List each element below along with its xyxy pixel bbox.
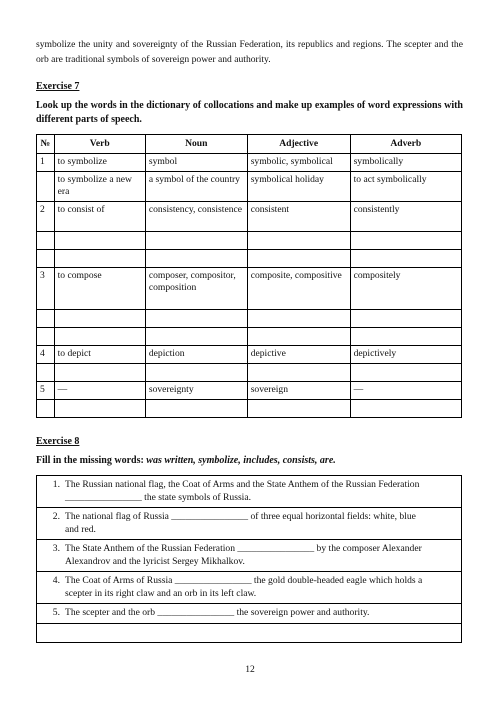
cell-adjective xyxy=(247,364,350,382)
cell-number xyxy=(37,172,55,202)
cell-verb: — xyxy=(54,382,145,400)
page-number: 12 xyxy=(245,664,255,675)
word-forms-table xyxy=(36,134,462,418)
cell-verb: to compose xyxy=(54,268,145,310)
cell-number: 3 xyxy=(37,268,55,310)
cell-adverb xyxy=(350,232,461,250)
sentence-cell xyxy=(37,540,462,572)
cell-number xyxy=(37,364,55,382)
cell-adverb xyxy=(350,400,461,418)
table-row xyxy=(37,328,462,346)
cell-noun xyxy=(145,310,247,328)
table-row xyxy=(37,250,462,268)
table-row xyxy=(37,310,462,328)
table-row xyxy=(37,172,462,202)
cell-adverb xyxy=(350,364,461,382)
intro-paragraph: symbolize the unity and sovereignty of the Russian Federation, its republics and regions. The scepter and the orb are traditional symbols of sovereign power and authority. xyxy=(36,39,463,65)
table-header-row xyxy=(37,135,462,154)
cell-noun xyxy=(145,364,247,382)
header-adverb: Adverb xyxy=(350,135,461,154)
cell-noun: symbol xyxy=(145,154,247,172)
sentence-text: The Russian national flag, the Coat of Arms and the State Anthem of the Russian Federation ________________ the state symbols of Russia. xyxy=(65,479,420,503)
list-item xyxy=(37,623,462,643)
cell-verb xyxy=(54,328,145,346)
cell-verb xyxy=(54,232,145,250)
table-row xyxy=(37,400,462,418)
sentence-text: The Coat of Arms of Russia ________________ the gold double-headed eagle which holds a scepter in its right claw and an orb in its left claw. xyxy=(65,575,423,599)
header-verb: Verb xyxy=(54,135,145,154)
sentence-text: The State Anthem of the Russian Federation ________________ by the composer Alexander Alexandrov and the lyricist Sergey Mikhalkov. xyxy=(65,543,422,567)
table-row xyxy=(37,268,462,310)
table-row xyxy=(37,232,462,250)
cell-adjective: composite, compositive xyxy=(247,268,350,310)
list-item xyxy=(37,476,462,508)
cell-adverb: compositely xyxy=(350,268,461,310)
sentence-cell xyxy=(37,604,462,624)
page-content xyxy=(36,38,463,643)
header-number: № xyxy=(37,135,55,154)
cell-verb: to consist of xyxy=(54,202,145,232)
cell-noun xyxy=(145,250,247,268)
table-row xyxy=(37,382,462,400)
cell-noun: depiction xyxy=(145,346,247,364)
cell-number xyxy=(37,250,55,268)
cell-adverb: consistently xyxy=(350,202,461,232)
cell-noun: a symbol of the country xyxy=(145,172,247,202)
sentence-cell xyxy=(37,572,462,604)
item-number: 4. xyxy=(52,575,60,586)
table-row xyxy=(37,154,462,172)
cell-verb xyxy=(54,310,145,328)
header-adjective: Adjective xyxy=(247,135,350,154)
cell-verb: to depict xyxy=(54,346,145,364)
cell-adjective xyxy=(247,400,350,418)
cell-adjective: symbolic, symbolical xyxy=(247,154,350,172)
instruction-word-list: was written, symbolize, includes, consists, are. xyxy=(146,455,336,466)
cell-verb: to symbolize xyxy=(54,154,145,172)
cell-adverb: to act symbolically xyxy=(350,172,461,202)
cell-verb: to symbolize a new era xyxy=(54,172,145,202)
exercise-8-instruction xyxy=(36,454,463,468)
cell-adjective: symbolical holiday xyxy=(247,172,350,202)
cell-noun xyxy=(145,232,247,250)
item-number: 1. xyxy=(52,479,60,490)
cell-adjective: depictive xyxy=(247,346,350,364)
cell-noun: consistency, consistence xyxy=(145,202,247,232)
table-row xyxy=(37,346,462,364)
cell-noun: sovereignty xyxy=(145,382,247,400)
list-item xyxy=(37,572,462,604)
cell-noun: composer, compositor, composition xyxy=(145,268,247,310)
exercise-7-instruction: Look up the words in the dictionary of collocations and make up examples of word expressions with different parts of speech. xyxy=(36,100,463,125)
cell-verb xyxy=(54,400,145,418)
fill-in-table xyxy=(36,475,462,643)
cell-adjective xyxy=(247,310,350,328)
list-item xyxy=(37,540,462,572)
cell-adverb: — xyxy=(350,382,461,400)
exercise-8-title: Exercise 8 xyxy=(36,436,80,447)
cell-adverb: depictively xyxy=(350,346,461,364)
cell-adverb xyxy=(350,328,461,346)
cell-number: 5 xyxy=(37,382,55,400)
sentence-text: The scepter and the orb ________________ the sovereign power and authority. xyxy=(65,607,370,618)
cell-verb xyxy=(54,364,145,382)
cell-number: 2 xyxy=(37,202,55,232)
sentence-text: The national flag of Russia ________________ of three equal horizontal fields: white, blue and red. xyxy=(65,511,416,535)
cell-number xyxy=(37,232,55,250)
cell-adverb xyxy=(350,310,461,328)
cell-adjective xyxy=(247,250,350,268)
cell-noun xyxy=(145,328,247,346)
sentence-cell xyxy=(37,623,462,643)
cell-noun xyxy=(145,400,247,418)
cell-adjective: consistent xyxy=(247,202,350,232)
cell-number xyxy=(37,328,55,346)
item-number: 3. xyxy=(52,543,60,554)
instruction-prefix: Fill in the missing words: xyxy=(36,455,147,466)
cell-adjective xyxy=(247,328,350,346)
list-item xyxy=(37,604,462,624)
item-number: 5. xyxy=(52,607,60,618)
cell-number: 1 xyxy=(37,154,55,172)
cell-adjective xyxy=(247,232,350,250)
cell-verb xyxy=(54,250,145,268)
sentence-cell xyxy=(37,476,462,508)
item-number: 2. xyxy=(52,511,60,522)
cell-number xyxy=(37,400,55,418)
sentence-cell xyxy=(37,508,462,540)
header-noun: Noun xyxy=(145,135,247,154)
cell-adverb: symbolically xyxy=(350,154,461,172)
table-row xyxy=(37,364,462,382)
cell-adjective: sovereign xyxy=(247,382,350,400)
exercise-7-title: Exercise 7 xyxy=(36,81,80,92)
cell-adverb xyxy=(350,250,461,268)
list-item xyxy=(37,508,462,540)
table-row xyxy=(37,202,462,232)
cell-number: 4 xyxy=(37,346,55,364)
cell-number xyxy=(37,310,55,328)
